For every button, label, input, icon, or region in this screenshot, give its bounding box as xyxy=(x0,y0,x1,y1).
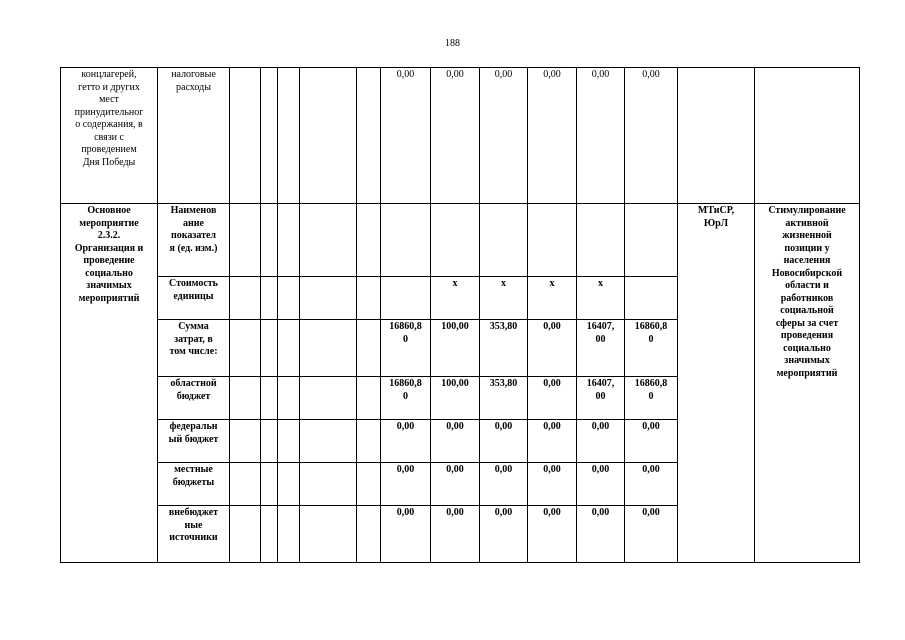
value-cell: 0,00 xyxy=(431,420,480,463)
event-name-cell: концлагерей, гетто и других мест принудительног о содержания, в связи с проведением Дня Победы xyxy=(61,68,158,204)
blank-cell xyxy=(261,463,278,506)
value-cell: 0,00 xyxy=(480,68,528,204)
value-cell xyxy=(625,204,678,277)
value-cell: 0,00 xyxy=(480,420,528,463)
value-cell: 0,00 xyxy=(528,68,577,204)
value-cell: 16860,8 0 xyxy=(381,377,431,420)
value-cell: 0,00 xyxy=(431,463,480,506)
blank-cell xyxy=(230,277,261,320)
value-cell: 0,00 xyxy=(528,420,577,463)
blank-cell xyxy=(278,463,300,506)
blank-cell xyxy=(357,68,381,204)
result-cell: Стимулирование активной жизненной позиции у населения Новосибирской области и работников социальной сферы за счет проведения социально значимых мероприятий xyxy=(755,204,860,563)
blank-cell xyxy=(261,277,278,320)
blank-cell xyxy=(278,320,300,377)
row-label-cell: внебюджет ные источники xyxy=(158,506,230,563)
blank-cell xyxy=(300,277,357,320)
value-cell: 353,80 xyxy=(480,377,528,420)
value-cell: 0,00 xyxy=(381,506,431,563)
value-cell: 353,80 xyxy=(480,320,528,377)
program-table xyxy=(60,67,860,563)
value-cell: 0,00 xyxy=(480,506,528,563)
value-cell: 16860,8 0 xyxy=(625,320,678,377)
blank-cell xyxy=(261,420,278,463)
blank-cell xyxy=(230,506,261,563)
table-row xyxy=(61,68,860,204)
blank-cell xyxy=(357,204,381,277)
value-cell: 0,00 xyxy=(381,68,431,204)
value-cell: 0,00 xyxy=(577,506,625,563)
row-label-cell: областной бюджет xyxy=(158,377,230,420)
blank-cell xyxy=(300,320,357,377)
value-cell: x xyxy=(431,277,480,320)
value-cell: 0,00 xyxy=(577,463,625,506)
blank-cell xyxy=(230,68,261,204)
executor-cell: МТиСР, ЮрЛ xyxy=(678,204,755,563)
value-cell: 0,00 xyxy=(381,463,431,506)
value-cell: 0,00 xyxy=(431,68,480,204)
value-cell: 16860,8 0 xyxy=(625,377,678,420)
blank-cell xyxy=(300,377,357,420)
page-number: 188 xyxy=(445,38,460,49)
value-cell xyxy=(577,204,625,277)
blank-cell xyxy=(300,420,357,463)
indicator-cell: налоговые расходы xyxy=(158,68,230,204)
value-cell xyxy=(431,204,480,277)
table-row xyxy=(61,204,860,277)
value-cell: 0,00 xyxy=(625,68,678,204)
value-cell: 0,00 xyxy=(577,420,625,463)
value-cell: 0,00 xyxy=(528,377,577,420)
blank-cell xyxy=(278,204,300,277)
blank-cell xyxy=(278,420,300,463)
value-cell: 16407, 00 xyxy=(577,320,625,377)
blank-cell xyxy=(357,463,381,506)
blank-cell xyxy=(300,506,357,563)
value-cell xyxy=(625,277,678,320)
blank-cell xyxy=(755,68,860,204)
value-cell: x xyxy=(577,277,625,320)
row-label-cell: федеральн ый бюджет xyxy=(158,420,230,463)
blank-cell xyxy=(357,377,381,420)
value-cell: x xyxy=(480,277,528,320)
value-cell: 0,00 xyxy=(625,463,678,506)
value-cell: 0,00 xyxy=(625,420,678,463)
blank-cell xyxy=(278,68,300,204)
row-label-cell: Сумма затрат, в том числе: xyxy=(158,320,230,377)
blank-cell xyxy=(230,463,261,506)
blank-cell xyxy=(230,420,261,463)
blank-cell xyxy=(261,204,278,277)
blank-cell xyxy=(357,420,381,463)
value-cell xyxy=(381,277,431,320)
value-cell: 16407, 00 xyxy=(577,377,625,420)
blank-cell xyxy=(230,204,261,277)
blank-cell xyxy=(300,68,357,204)
blank-cell xyxy=(678,68,755,204)
value-cell: 100,00 xyxy=(431,377,480,420)
blank-cell xyxy=(278,506,300,563)
blank-cell xyxy=(261,68,278,204)
value-cell: 0,00 xyxy=(480,463,528,506)
blank-cell xyxy=(357,506,381,563)
value-cell: 0,00 xyxy=(528,463,577,506)
row-label-cell: Наименов ание показател я (ед. изм.) xyxy=(158,204,230,277)
value-cell xyxy=(381,204,431,277)
blank-cell xyxy=(261,377,278,420)
main-event-cell: Основное мероприятие 2.3.2. Организация и проведение социально значимых мероприятий xyxy=(61,204,158,563)
blank-cell xyxy=(357,320,381,377)
value-cell: 0,00 xyxy=(381,420,431,463)
blank-cell xyxy=(278,277,300,320)
value-cell: x xyxy=(528,277,577,320)
value-cell: 0,00 xyxy=(528,320,577,377)
value-cell: 0,00 xyxy=(528,506,577,563)
blank-cell xyxy=(230,320,261,377)
blank-cell xyxy=(261,506,278,563)
value-cell: 0,00 xyxy=(431,506,480,563)
value-cell xyxy=(480,204,528,277)
blank-cell xyxy=(261,320,278,377)
blank-cell xyxy=(278,377,300,420)
value-cell: 100,00 xyxy=(431,320,480,377)
row-label-cell: Стоимость единицы xyxy=(158,277,230,320)
blank-cell xyxy=(357,277,381,320)
blank-cell xyxy=(300,463,357,506)
blank-cell xyxy=(230,377,261,420)
row-label-cell: местные бюджеты xyxy=(158,463,230,506)
value-cell: 16860,8 0 xyxy=(381,320,431,377)
blank-cell xyxy=(300,204,357,277)
value-cell: 0,00 xyxy=(625,506,678,563)
value-cell: 0,00 xyxy=(577,68,625,204)
value-cell xyxy=(528,204,577,277)
